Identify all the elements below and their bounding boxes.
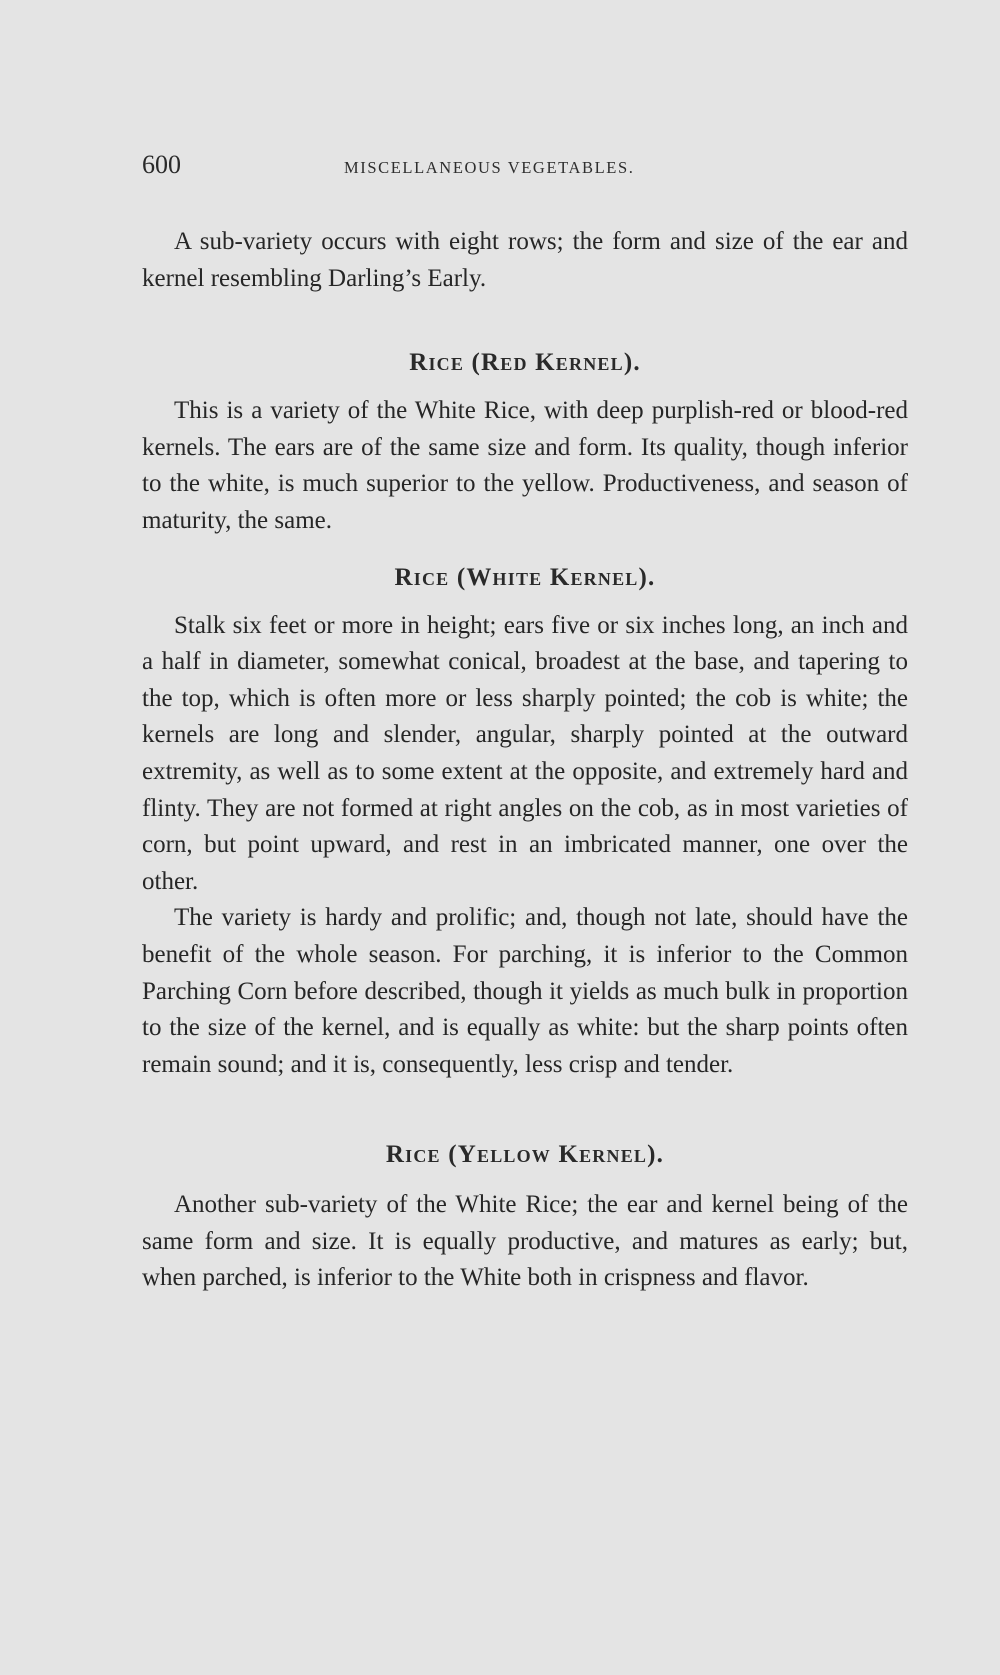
heading-rice-yellow-kernel: Rice (Yellow Kernel). xyxy=(385,1141,665,1169)
heading-rice-white-kernel: Rice (White Kernel). xyxy=(394,563,656,591)
running-title: MISCELLANEOUS VEGETABLES. xyxy=(344,158,635,177)
heading-rice-red-kernel: Rice (Red Kernel). xyxy=(409,349,641,377)
paragraph-red-kernel: This is a variety of the White Rice, with deep purplish-red or blood-red kernels. The ears are of the same size and form. Its quality, though inferior to the white, is much superior to the yellow. Productiveness, and season of maturity, the same. xyxy=(142,397,908,534)
running-head xyxy=(142,150,908,186)
book-page xyxy=(142,150,908,1297)
page-number: 600 xyxy=(142,150,181,179)
paragraph-white-kernel-description: Stalk six feet or more in height; ears five or six inches long, an inch and a half in diameter, somewhat conical, broadest at the base, and tapering to the top, which is often more or less sharply pointed; the cob is white; the kernels are long and slender, angular, sharply pointed at the outward extremity, as well as to some extent at the opposite, and extremely hard and flinty. They are not formed at right angles on the cob, as in most varieties of corn, but point upward, and rest in an imbricated manner, one over the other. xyxy=(142,611,908,895)
paragraph-white-kernel-qualities: The variety is hardy and prolific; and, though not late, should have the benefit of the whole season. For parching, it is inferior to the Common Parching Corn before described, though it yields as much bulk in proportion to the size of the kernel, and is equally as white: but the sharp points often remain sound; and it is, consequently, less crisp and tender. xyxy=(142,904,908,1078)
paragraph-sub-variety: A sub-variety occurs with eight rows; the form and size of the ear and kernel resembling Darling’s Early. xyxy=(142,228,908,292)
paragraph-yellow-kernel: Another sub-variety of the White Rice; the ear and kernel being of the same form and size. It is equally productive, and matures as early; but, when parched, is inferior to the White both in crispness and flavor. xyxy=(142,1191,908,1292)
